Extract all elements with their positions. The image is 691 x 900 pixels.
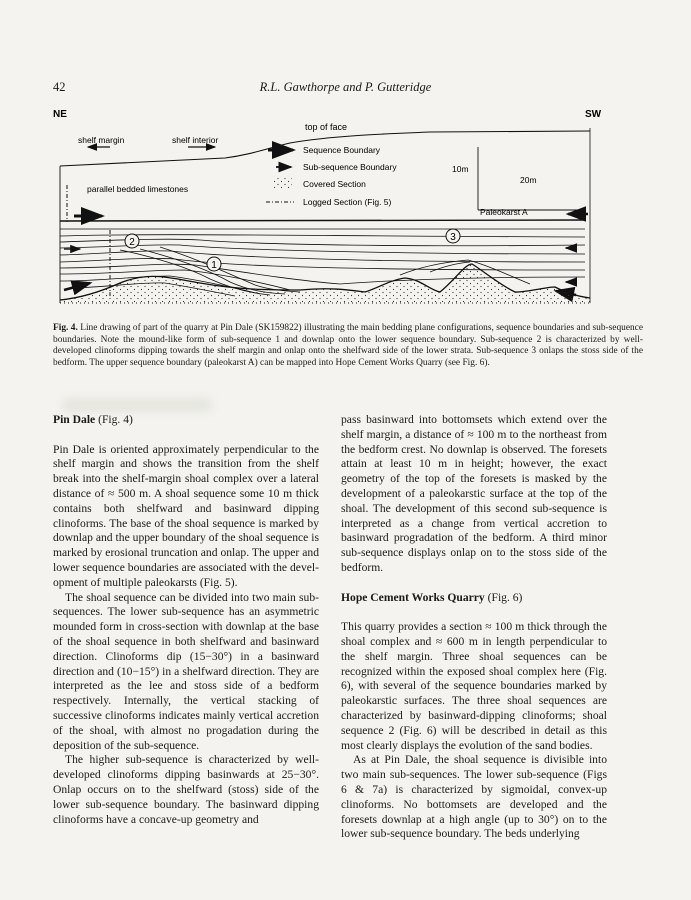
scan-smudge bbox=[62, 398, 212, 412]
caption-label: Fig. 4. bbox=[53, 323, 78, 333]
figure-4-line-drawing bbox=[0, 100, 691, 322]
paragraph-6: As at Pin Dale, the shoal sequence is divisible into two main sub-sequences. The lower sub-sequence (Figs 6 & 7a) is characterized by sigmoidal, convex-up clinoforms. No bottomsets are developed and the foresets downlap at a high angle (up to 30°) on to the lower sub-sequence boundary. The beds underlying bbox=[341, 753, 607, 841]
marker-3 bbox=[446, 229, 460, 243]
svg-text:1: 1 bbox=[211, 260, 217, 271]
paleokarst-a-label: Paleokarst A bbox=[480, 207, 528, 217]
section-heading-hope-cement: Hope Cement Works Quarry (Fig. 6) bbox=[341, 590, 523, 604]
legend-sequence-boundary: Sequence Boundary bbox=[303, 145, 381, 155]
paragraph-5: This quarry provides a section ≈ 100 m thick through the shoal complex and ≈ 600 m in length perpendicular to the shelf margin. Three shoal sequences can be recognized within the exposed shoal complex here (Fig. 6), with several of the sequence boundaries marked by paleokarstic surfaces. The three shoal sequences are characterized by basinward-dipping clinoforms; shoal sequence 2 (Fig. 6) will be described in detail as this most clearly displays the evolution of the sand bodies. bbox=[341, 620, 607, 752]
legend-covered-symbol bbox=[274, 176, 292, 188]
parallel-bedded-label: parallel bedded limestones bbox=[87, 184, 189, 194]
legend-sub-sequence-boundary: Sub-sequence Boundary bbox=[303, 162, 397, 172]
orientation-sw: SW bbox=[585, 109, 602, 120]
svg-text:3: 3 bbox=[450, 232, 456, 243]
paragraph-4: pass basinward into bottomsets which extend over the shelf margin, a distance of ≈ 100 m to the northeast from the bedform crest. No downlap is observed. The foresets attain at least 10 m in height; however, the exact geometry of the top of the foresets is masked by the development of a paleokarstic surface at the top of the shoal. The development of this second sub-sequence is interpreted as a change from vertical accretion to basinward progradation of the bedform. A third minor sub-sequence displays onlap on to the stoss side of the bedform. bbox=[341, 413, 607, 574]
legend-covered-section: Covered Section bbox=[303, 179, 366, 189]
caption-text: Line drawing of part of the quarry at Pin Dale (SK159822) illustrating the main bedding plane configurations, sequence boundaries and sub-sequence boundaries. Note the mound-like form of sub-sequence 1 and downlap onto the lower sequence boundary. Sub-sequence 2 is characterized by well-developed clinoforms dipping towards the shelf margin and onlap onto the shelfward side of the lower strata. Sub-sequence 3 onlaps the stoss side of the bedform. The upper sequence boundary (paleokarst A) can be mapped into Hope Cement Works Quarry (see Fig. 6). bbox=[53, 323, 644, 368]
figure-caption bbox=[53, 323, 643, 369]
running-header-authors: R.L. Gawthorpe and P. Gutteridge bbox=[259, 80, 432, 94]
text-column-right bbox=[341, 413, 607, 842]
scale-horizontal-label: 20m bbox=[520, 175, 537, 185]
text-column-left bbox=[53, 413, 319, 827]
upper-sequence-boundary bbox=[60, 220, 585, 222]
marker-2 bbox=[125, 234, 139, 248]
page-number: 42 bbox=[53, 80, 66, 94]
shelf-interior-label: shelf interior bbox=[172, 135, 219, 145]
section-heading-pin-dale: Pin Dale (Fig. 4) bbox=[53, 413, 133, 426]
svg-text:2: 2 bbox=[129, 237, 135, 248]
shelf-margin-label: shelf margin bbox=[78, 135, 125, 145]
paragraph-3: The higher sub-sequence is characterized by well-developed clinoforms dipping basinwards at 25−30°. Onlap occurs on to the shelfward (stoss) side of the lower sub-sequence boundary. The basinward dipping clinoforms have a concave-up geometry and bbox=[53, 753, 319, 826]
paragraph-1: Pin Dale is oriented approximately perpendicular to the shelf margin and shows the transition from the shelf break into the shelf-margin shoal complex over a lateral distance of ≈ 500 m. A shoal sequence some 10 m thick contains both shelfward and basinward dipping clinoforms. The base of the shoal sequence is marked by downlap and the upper boundary of the shoal sequence is marked by erosional truncation and onlap. The upper and lower sequence boundaries are associated with the development of multiple paleokarsts (Fig. 5). bbox=[53, 442, 319, 589]
scale-vertical-label: 10m bbox=[452, 164, 469, 174]
legend-logged-section: Logged Section (Fig. 5) bbox=[303, 197, 392, 207]
orientation-ne: NE bbox=[53, 109, 67, 120]
top-of-face-label: top of face bbox=[305, 122, 348, 132]
marker-1 bbox=[207, 257, 221, 271]
paragraph-2: The shoal sequence can be divided into two main sub-sequences. The lower sub-sequence has an asymmetric mounded form in cross-section with downlap at the base of the shoal sequence in both shelfward and basinward direction. Clinoforms dip (15−30°) in a basinward direction and (10−15°) in a shelfward direction. They are interpreted as the lee and stoss side of a bedform respectively. Internally, the vertical stacking of successive clinoforms indicates mainly vertical accretion of the shoal, with almost no progadation during the deposition of the sub-sequence. bbox=[53, 590, 319, 752]
